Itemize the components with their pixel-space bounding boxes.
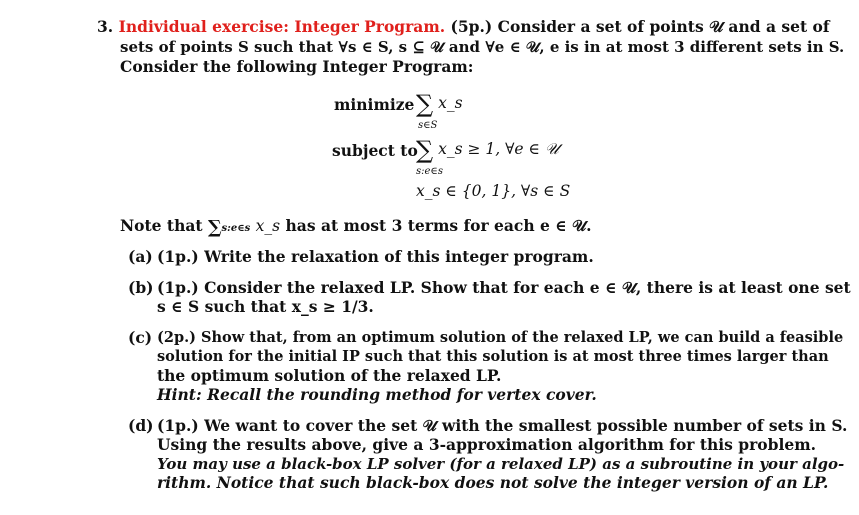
problem-header [97, 17, 830, 37]
problem-number: 3. [97, 17, 114, 36]
problem-intro-3: Consider the following Integer Program: [120, 57, 474, 76]
problem-intro-2: sets of points S such that ∀s ∈ S, s ⊆ 𝒰 and ∀e ∈ 𝒰, e is in at most 3 different sets in S. [120, 38, 845, 56]
subject-to-label: subject to [332, 141, 418, 160]
part-d-line-4: rithm. Notice that such black-box does not solve the integer version of an LP. [157, 473, 829, 492]
constraint-term: x_s ≥ 1, ∀e ∈ 𝒰 [438, 140, 559, 158]
part-c-line-1: (2p.) Show that, from an optimum solution of the relaxed LP, we can build a feasible [157, 329, 844, 346]
note-suffix: has at most 3 terms for each e ∈ 𝒰. [285, 216, 592, 235]
part-c-label: (c) [128, 328, 153, 347]
part-b-line-1: (1p.) Consider the relaxed LP. Show that for each e ∈ 𝒰, there is at least one set [157, 278, 851, 297]
problem-title: Individual exercise: Integer Program. [118, 17, 446, 36]
constraint-expression [416, 138, 559, 162]
problem-intro-1: Consider a set of points 𝒰 and a set of [497, 17, 830, 36]
sum-symbol: ∑ [416, 90, 434, 118]
note-term: x_s [255, 217, 281, 235]
objective-expression [416, 92, 463, 116]
problem-points: (5p.) [450, 17, 493, 36]
part-b-line-2: s ∈ S such that x_s ≥ 1/3. [157, 297, 374, 316]
part-d-line-3: You may use a black-box LP solver (for a relaxed LP) as a subroutine in your algo- [157, 455, 845, 473]
domain-constraint: x_s ∈ {0, 1}, ∀s ∈ S [416, 182, 571, 200]
part-c-line-2: solution for the initial IP such that this solution is at most three times larger than [157, 348, 829, 365]
note-sum-index: s:e∈s [221, 223, 251, 234]
note-prefix: Note that [120, 216, 203, 235]
constraint-sum-index: s:e∈s [416, 166, 443, 177]
part-d-label: (d) [128, 416, 154, 435]
minimize-label: minimize [334, 95, 415, 114]
objective-sum-index: s∈S [418, 120, 438, 131]
part-d-line-2: Using the results above, give a 3-approximation algorithm for this problem. [157, 435, 817, 454]
part-a-label: (a) [128, 247, 153, 266]
sum-symbol: ∑ [207, 217, 222, 238]
part-d-line-1: (1p.) We want to cover the set 𝒰 with the smallest possible number of sets in S. [157, 416, 848, 435]
part-b-label: (b) [128, 278, 154, 297]
part-a-line-1: (1p.) Write the relaxation of this integer program. [157, 247, 594, 266]
objective-term: x_s [438, 94, 463, 112]
part-c-hint: Hint: Recall the rounding method for vertex cover. [157, 385, 597, 404]
part-c-line-3: the optimum solution of the relaxed LP. [157, 366, 502, 385]
note-line [120, 216, 592, 240]
sum-symbol: ∑ [416, 136, 434, 164]
